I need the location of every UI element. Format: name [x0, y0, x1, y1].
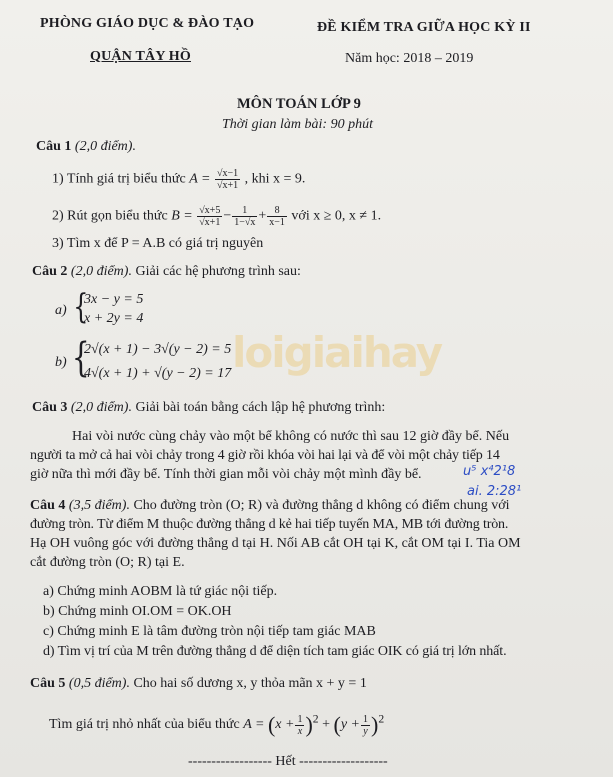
close-paren: ) — [371, 712, 379, 737]
fraction-denominator: x−1 — [269, 217, 285, 228]
fraction-denominator: 1−√x — [234, 217, 256, 228]
q2-a-eq2: x + 2y = 4 — [84, 311, 144, 326]
exponent: 2 — [378, 712, 385, 726]
q5-line-2: Tìm giá trị nhỏ nhất của biểu thức — [49, 717, 244, 733]
q2-text: Giải các hệ phương trình sau: — [131, 264, 301, 279]
watermark-logo: loigiaihay — [232, 328, 442, 377]
q1-item-2 — [52, 205, 381, 228]
q1-heading — [36, 139, 136, 155]
open-paren: ( — [333, 712, 341, 737]
q2-b-label: b) — [55, 355, 67, 370]
q1-item-2-tail: với x ≥ 0, x ≠ 1. — [287, 208, 382, 224]
fraction-denominator: √x+1 — [216, 180, 239, 191]
header-school-year: Năm học: 2018 – 2019 — [345, 51, 474, 66]
q5-title: Câu 5 — [30, 676, 66, 691]
close-paren: ) — [305, 712, 313, 737]
q2-a-label: a) — [55, 303, 67, 318]
q3-title: Câu 3 — [32, 400, 68, 415]
header-department: PHÒNG GIÁO DỤC & ĐÀO TẠO — [40, 16, 255, 31]
q5-term-2: y + — [340, 717, 361, 733]
q5-heading — [30, 676, 367, 692]
fraction-denominator: y — [363, 725, 368, 737]
q3-points: (2,0 điểm). — [70, 400, 132, 415]
q3-text: Giải bài toán bằng cách lập hệ phương trình: — [131, 400, 386, 415]
exam-subject: MÔN TOÁN LỚP 9 — [237, 96, 361, 112]
fraction-numerator: √x−1 — [216, 168, 239, 179]
minus-sign: − — [223, 208, 232, 224]
exponent: 2 — [312, 712, 319, 726]
footer-end-mark: ------------------ Hết ------------------- — [188, 754, 388, 769]
q2-a-brace: { — [73, 287, 89, 327]
q1-item-2-fraction-1 — [197, 205, 222, 228]
q5-fraction-1 — [295, 714, 304, 737]
fraction-numerator: 1 — [232, 205, 257, 217]
q1-item-1-text: 1) Tính giá trị biểu thức — [52, 171, 190, 187]
q1-title: Câu 1 — [36, 139, 72, 154]
fraction-numerator: 1 — [297, 713, 303, 725]
q4-points: (3,5 điểm). — [68, 498, 130, 513]
fraction-numerator: 1 — [363, 713, 369, 725]
fraction-denominator: x — [297, 725, 303, 737]
q5-expr-a: A = — [243, 717, 265, 733]
open-paren: ( — [267, 712, 276, 737]
q1-item-2-expr: B = — [171, 208, 193, 224]
q4-line-4: cắt đường tròn (O; R) tại E. — [30, 555, 185, 570]
q3-line-1: Hai vòi nước cùng chảy vào một bể không có nước thì sau 12 giờ đầy bể. Nếu — [72, 429, 510, 444]
q3-heading — [32, 400, 385, 416]
fraction-denominator: √x+1 — [199, 217, 221, 228]
q4-line-2: đường tròn. Từ điểm M thuộc đường thẳng d kẻ hai tiếp tuyến MA, MB tới đường tròn. — [30, 517, 509, 532]
q5-expression — [49, 712, 384, 738]
q2-b-brace: { — [71, 335, 90, 381]
q1-item-1-expr: A = — [189, 171, 211, 187]
q4-heading — [30, 498, 510, 514]
q2-points: (2,0 điểm). — [70, 264, 132, 279]
q1-item-1-tail: , khi x = 9. — [241, 171, 306, 187]
q1-item-2-fraction-2 — [232, 205, 257, 228]
q4-part-a: a) Chứng minh AOBM là tứ giác nội tiếp. — [43, 584, 278, 599]
q5-fraction-2 — [361, 714, 370, 737]
q2-title: Câu 2 — [32, 264, 68, 279]
fraction-numerator: √x+5 — [199, 205, 221, 216]
q1-item-2-fraction-3 — [267, 205, 287, 228]
q1-item-2-text: 2) Rút gọn biểu thức — [52, 208, 172, 224]
q3-line-3: giờ nữa thì mới đầy bể. Tính thời gian mỗi vòi chảy một mình đầy bể. — [30, 467, 422, 482]
q1-item-1-fraction — [215, 168, 240, 191]
plus-sign: + — [258, 208, 267, 224]
q4-part-b: b) Chứng minh OI.OM = OK.OH — [43, 604, 232, 619]
q5-term-1: x + — [275, 717, 295, 733]
handwritten-note-1: u⁵ x⁴2¹8 — [463, 464, 516, 479]
header-exam-title: ĐỀ KIỂM TRA GIỮA HỌC KỲ II — [317, 20, 531, 35]
q4-title: Câu 4 — [30, 498, 66, 513]
q2-b-eq2: 4√(x + 1) + √(y − 2) = 17 — [84, 366, 232, 381]
q4-line-3: Hạ OH vuông góc với đường thẳng d tại H. Nối AB cắt OH tại K, cắt OM tại I. Tia OM — [30, 536, 521, 551]
q5-points: (0,5 điểm). — [68, 676, 130, 691]
q3-line-2: người ta mở cả hai vòi chảy trong 4 giờ rồi khóa vòi hai lại và để vòi một chảy tiếp 14 — [30, 448, 500, 463]
q2-b-eq1: 2√(x + 1) − 3√(y − 2) = 5 — [84, 342, 232, 357]
header-district: QUẬN TÂY HỒ — [90, 49, 191, 64]
q1-points: (2,0 điểm). — [74, 139, 136, 154]
q4-part-d: d) Tìm vị trí của M trên đường thẳng d để diện tích tam giác OIK có giá trị lớn nhất. — [43, 644, 507, 659]
q2-a-eq1: 3x − y = 5 — [84, 292, 144, 307]
q5-text: Cho hai số dương x, y thỏa mãn x + y = 1 — [129, 676, 367, 691]
q1-item-1 — [52, 168, 305, 191]
q4-part-c: c) Chứng minh E là tâm đường tròn nội tiếp tam giác MAB — [43, 624, 376, 639]
exam-duration: Thời gian làm bài: 90 phút — [222, 117, 373, 132]
handwritten-note-2: ai. 2:28¹ — [467, 484, 522, 499]
q4-line-1: Cho đường tròn (O; R) và đường thẳng d không có điểm chung với — [129, 498, 510, 513]
fraction-numerator: 8 — [267, 205, 287, 217]
q1-item-3: 3) Tìm x để P = A.B có giá trị nguyên — [52, 236, 264, 251]
q2-heading — [32, 264, 301, 280]
plus-sign: + — [322, 717, 331, 733]
